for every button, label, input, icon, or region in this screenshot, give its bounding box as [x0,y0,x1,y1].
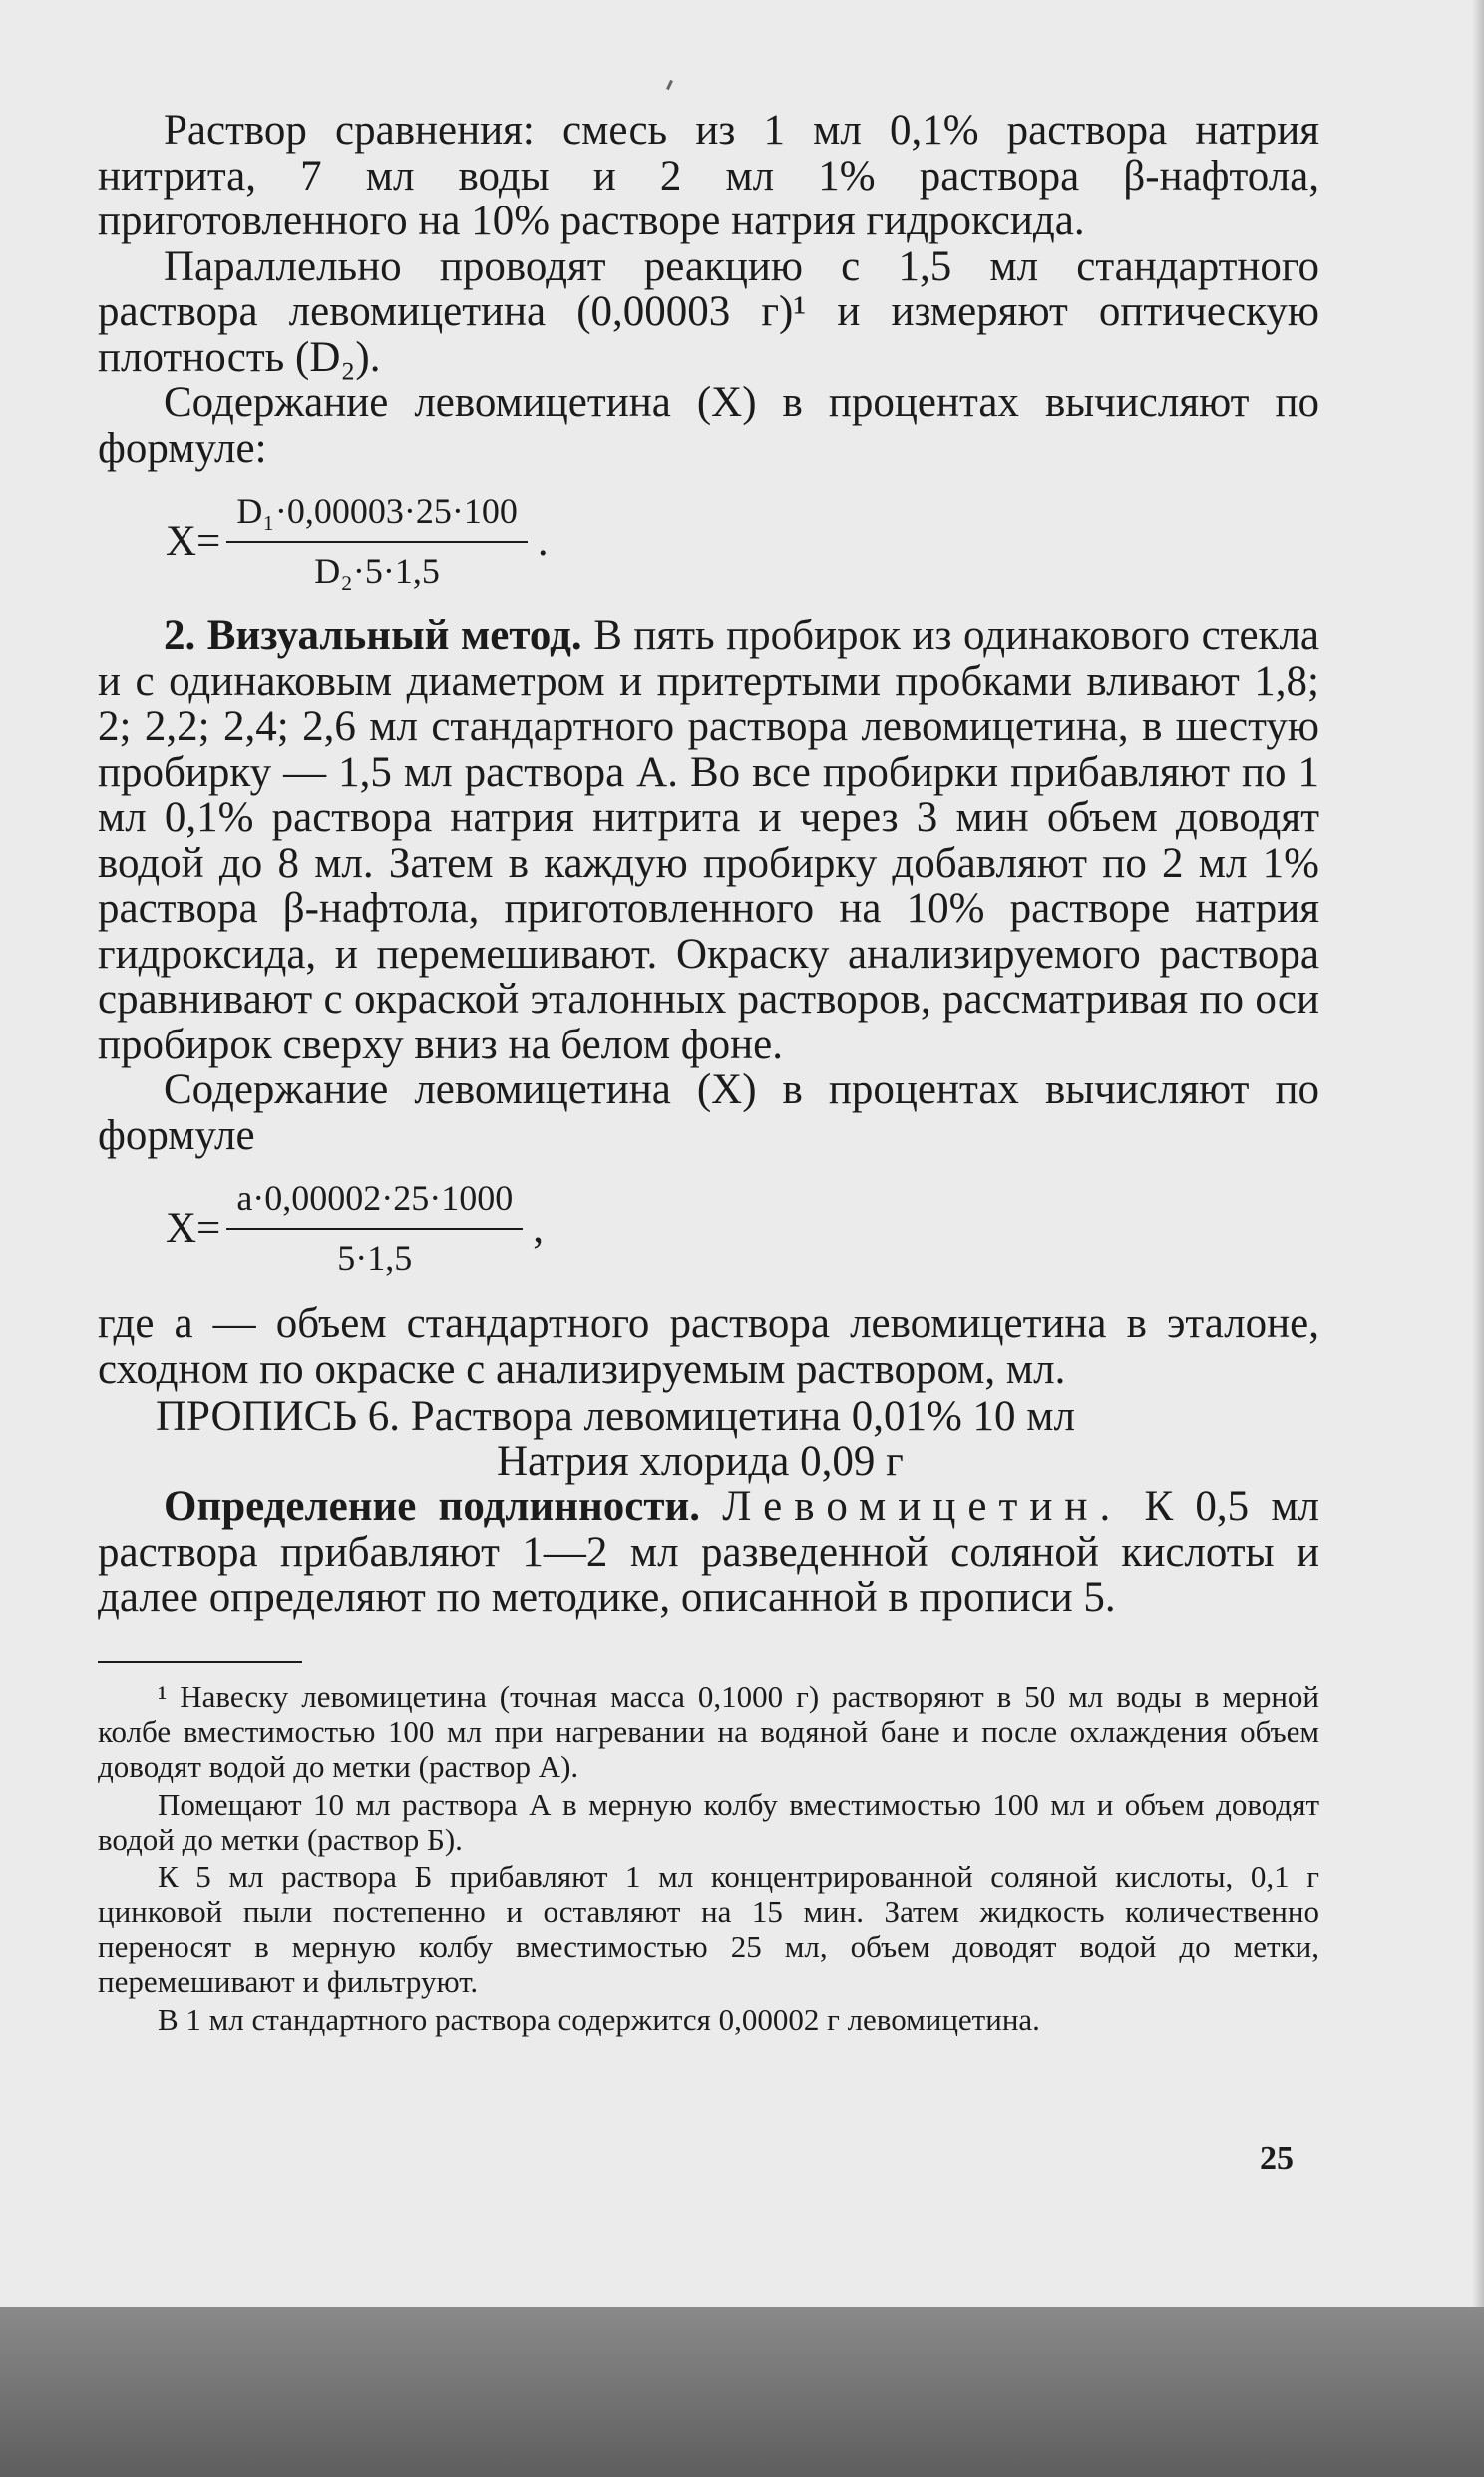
scan-mark [666,80,673,90]
paragraph-formula-intro-2: Содержание левомицетина (X) в процентах вычисляют по формуле [98,1066,1319,1159]
formula-lhs: X= [166,1204,221,1252]
formula-photometric [166,489,1319,594]
footnote-4: В 1 мл стандартного раствора содержится 0,00002 г левомицетина. [158,2001,1040,2037]
page-number: 25 [1260,2140,1294,2177]
formula-denominator: 5·1,5 [337,1237,413,1278]
paragraph-parallel-reaction: Параллельно проводят реакцию с 1,5 мл стандартного раствора левомицетина (0,00003 г)¹ и измеряют оптическую плотность (D₂). [98,242,1319,381]
identity-heading: Определение подлинности. [164,1483,701,1530]
footnote-3: К 5 мл раствора Б прибавляют 1 мл концентрированной соляной кислоты, 0,1 г цинковой пыли постепенно и оставляют на 15 мин. Затем жидкость количественно переносят в мерную колбу вместимостью 25 мл, объем доводят водой до метки, перемешивают и фильтруют. [98,1858,1319,1999]
footnotes [98,1679,1319,2037]
visual-method-heading: 2. Визуальный метод. [164,613,582,659]
formula-denominator: D₂·5·1,5 [314,550,440,591]
paragraph-visual-method [98,614,1319,1067]
formula-fraction [226,1176,523,1281]
scan-background-strip [0,2307,1484,2477]
paragraph-comparison-solution: Раствор сравнения: смесь из 1 мл 0,1% раствора натрия нитрита, 7 мл воды и 2 мл 1% раствора β-нафтола, приготовленного на 10% растворе натрия гидроксида. [98,107,1319,244]
visual-method-text: В пять пробирок из одинакового стекла и с одинаковым диаметром и притертыми пробками вливают 1,8; 2; 2,2; 2,4; 2,6 мл стандартного раствора левомицетина, в шестую пробирку — 1,5 мл раствора А. Во все пробирки прибавляют по 1 мл 0,1% раствора натрия нитрита и через 3 мин объем доводят водой до 8 мл. Затем в каждую пробирку добавляют по 2 мл 1% раствора β-нафтола, приготовленного на 10% растворе натрия гидроксида, и перемешивают. Окраску анализируемого раствора сравнивают с окраской эталонных растворов, рассматривая по оси пробирок сверху вниз на белом фоне. [98,613,1319,1068]
paragraph-where-a: где a — объем стандартного раствора левомицетина в эталоне, сходном по окраске с анализируемым раствором, мл. [98,1300,1319,1393]
paragraph-formula-intro: Содержание левомицетина (X) в процентах вычисляют по формуле: [98,379,1319,472]
formula-punctuation: , [533,1204,545,1252]
paragraph-identity-test [98,1484,1319,1621]
page-edge-shadow [1472,0,1484,2477]
formula-lhs: X= [166,517,221,565]
footnote-1: ¹ Навеску левомицетина (точная масса 0,1000 г) растворяют в 50 мл воды в мерной колбе вместимостью 100 мл при нагревании на водяной бане и после охлаждения объем доводят водой до метки (раствор А). [98,1678,1319,1784]
identity-substance: Левомицетин. [722,1483,1123,1530]
footnote-divider [98,1661,302,1663]
formula-fraction [226,489,528,594]
formula-visual [166,1176,1319,1281]
footnote-2: Помещают 10 мл раствора А в мерную колбу вместимостью 100 мл и объем доводят водой до метки (раствор Б). [98,1786,1319,1857]
identity-text: К 0,5 мл раствора прибавляют 1—2 мл разведенной соляной кислоты и далее определяют по методике, описанной в прописи 5. [98,1483,1320,1621]
prescription-line-1: ПРОПИСЬ 6. Раствора левомицетина 0,01% 10 мл [156,1393,1075,1440]
formula-numerator: D₁·0,00003·25·100 [226,489,528,543]
formula-numerator: a·0,00002·25·1000 [226,1176,523,1230]
prescription-line-2: Натрия хлорида 0,09 г [497,1438,904,1485]
page-content [98,108,1319,2040]
formula-punctuation: . [537,517,549,565]
